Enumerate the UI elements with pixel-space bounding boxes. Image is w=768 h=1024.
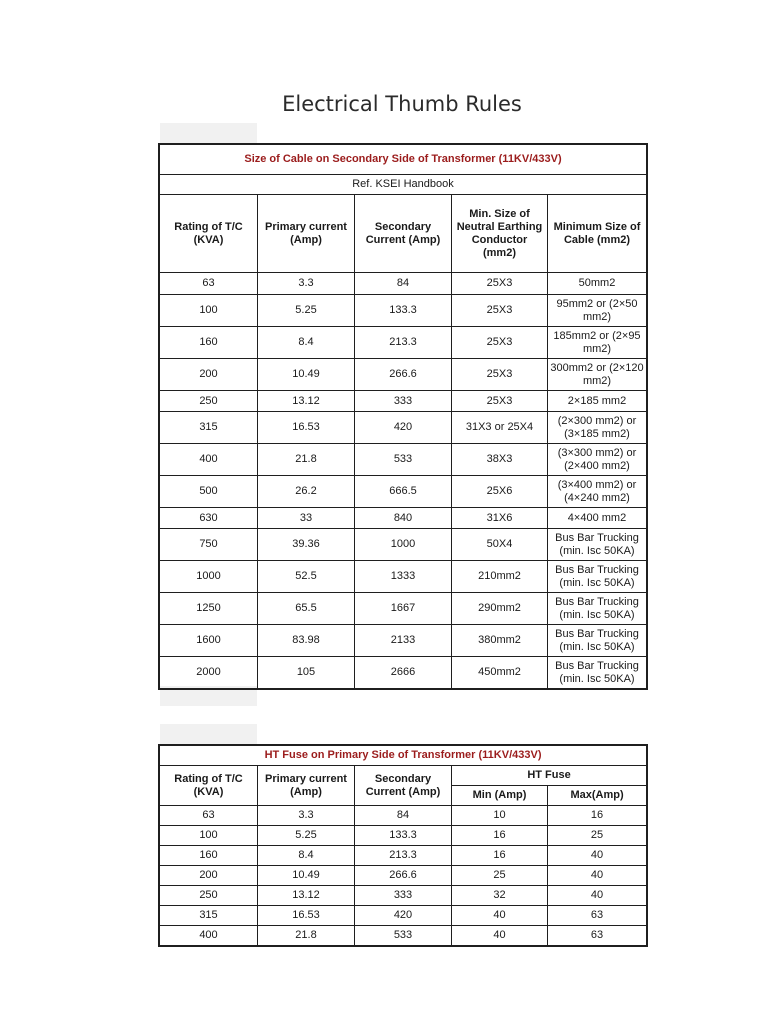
table-cell: 13.12 xyxy=(258,391,355,412)
table-cell: 40 xyxy=(452,906,548,926)
table-cell: 84 xyxy=(355,806,452,826)
table-cell: 40 xyxy=(548,886,647,906)
table-cell: 52.5 xyxy=(258,561,355,593)
table-cell: 420 xyxy=(355,906,452,926)
cable-size-table xyxy=(159,144,647,689)
table-caption: HT Fuse on Primary Side of Transformer (11KV/433V) xyxy=(160,746,647,766)
column-header: Secondary Current (Amp) xyxy=(355,766,452,806)
table-cell: 630 xyxy=(160,508,258,529)
header-tab xyxy=(160,123,257,144)
table-cell: 26.2 xyxy=(258,476,355,508)
table-cell: 3.3 xyxy=(258,806,355,826)
table-cell: (3×300 mm2) or (2×400 mm2) xyxy=(548,444,647,476)
table-row xyxy=(160,273,647,295)
column-subheader: Max(Amp) xyxy=(548,786,647,806)
table-cell: 380mm2 xyxy=(452,625,548,657)
table-row xyxy=(160,806,647,826)
ht-fuse-table xyxy=(159,745,647,946)
table-row xyxy=(160,476,647,508)
table-cell: 95mm2 or (2×50 mm2) xyxy=(548,295,647,327)
table-cell: 315 xyxy=(160,906,258,926)
column-header: Primary current (Amp) xyxy=(258,195,355,273)
column-header: Minimum Size of Cable (mm2) xyxy=(548,195,647,273)
table-cell: 666.5 xyxy=(355,476,452,508)
table-cell: 200 xyxy=(160,359,258,391)
table-cell: 333 xyxy=(355,391,452,412)
table-cell: 40 xyxy=(548,866,647,886)
table-cell: 420 xyxy=(355,412,452,444)
table-cell: 21.8 xyxy=(258,444,355,476)
table-row xyxy=(160,866,647,886)
table-cell: 8.4 xyxy=(258,846,355,866)
table-row xyxy=(160,926,647,946)
table-cell: 2666 xyxy=(355,657,452,689)
table-cell: 1000 xyxy=(160,561,258,593)
table-cell: Bus Bar Trucking (min. Isc 50KA) xyxy=(548,625,647,657)
table-cell: 16 xyxy=(548,806,647,826)
table-cell: 31X6 xyxy=(452,508,548,529)
table-cell: 3.3 xyxy=(258,273,355,295)
table-cell: 10.49 xyxy=(258,359,355,391)
table-cell: (3×400 mm2) or (4×240 mm2) xyxy=(548,476,647,508)
table-cell: 65.5 xyxy=(258,593,355,625)
table-cell: 21.8 xyxy=(258,926,355,946)
table-cell: 1333 xyxy=(355,561,452,593)
header-tab xyxy=(160,724,257,745)
page-title: Electrical Thumb Rules xyxy=(282,92,522,116)
table-cell: 105 xyxy=(258,657,355,689)
table-cell: 83.98 xyxy=(258,625,355,657)
table-cell: 200 xyxy=(160,866,258,886)
table-row xyxy=(160,906,647,926)
table-cell: 333 xyxy=(355,886,452,906)
table-row xyxy=(160,625,647,657)
table-cell: 213.3 xyxy=(355,846,452,866)
table-cell: 40 xyxy=(548,846,647,866)
table-cell: 25 xyxy=(548,826,647,846)
table-row xyxy=(160,826,647,846)
table-cell: 750 xyxy=(160,529,258,561)
table-cell: 25X3 xyxy=(452,359,548,391)
table-cell: 10 xyxy=(452,806,548,826)
table-cell: 450mm2 xyxy=(452,657,548,689)
table-row xyxy=(160,561,647,593)
table-row xyxy=(160,593,647,625)
table-cell: 315 xyxy=(160,412,258,444)
table-cell: 160 xyxy=(160,327,258,359)
table-row xyxy=(160,529,647,561)
table-row xyxy=(160,391,647,412)
table-cell: 840 xyxy=(355,508,452,529)
column-header: Primary current (Amp) xyxy=(258,766,355,806)
table-cell: 500 xyxy=(160,476,258,508)
group-header: HT Fuse xyxy=(452,766,647,786)
table-cell: 213.3 xyxy=(355,327,452,359)
table-cell: 63 xyxy=(548,926,647,946)
table-cell: 100 xyxy=(160,826,258,846)
table-cell: 63 xyxy=(160,273,258,295)
table-cell: 160 xyxy=(160,846,258,866)
table-cell: 266.6 xyxy=(355,359,452,391)
table-cell: 16.53 xyxy=(258,412,355,444)
footer-tab xyxy=(160,686,257,706)
table-cell: 133.3 xyxy=(355,295,452,327)
table-cell: 16 xyxy=(452,826,548,846)
table-row xyxy=(160,295,647,327)
column-header: Secondary Current (Amp) xyxy=(355,195,452,273)
table-cell: Bus Bar Trucking (min. Isc 50KA) xyxy=(548,657,647,689)
table-row xyxy=(160,412,647,444)
table-cell: 63 xyxy=(160,806,258,826)
table-cell: 13.12 xyxy=(258,886,355,906)
table-cell: 84 xyxy=(355,273,452,295)
table-cell: 250 xyxy=(160,391,258,412)
table-cell: 290mm2 xyxy=(452,593,548,625)
table-cell: 50X4 xyxy=(452,529,548,561)
table-cell: 25X3 xyxy=(452,327,548,359)
table-cell: 185mm2 or (2×95 mm2) xyxy=(548,327,647,359)
table-cell: 16.53 xyxy=(258,906,355,926)
table-reference: Ref. KSEI Handbook xyxy=(160,175,647,195)
table-cell: 40 xyxy=(452,926,548,946)
table-cell: 400 xyxy=(160,444,258,476)
column-header: Rating of T/C (KVA) xyxy=(160,195,258,273)
table-row xyxy=(160,508,647,529)
table-cell: 2133 xyxy=(355,625,452,657)
table-row xyxy=(160,359,647,391)
table-caption: Size of Cable on Secondary Side of Transformer (11KV/433V) xyxy=(160,145,647,175)
table-cell: Bus Bar Trucking (min. Isc 50KA) xyxy=(548,529,647,561)
table-cell: 210mm2 xyxy=(452,561,548,593)
table-cell: 1250 xyxy=(160,593,258,625)
table-cell: 63 xyxy=(548,906,647,926)
table-cell: 25 xyxy=(452,866,548,886)
table-cell: 5.25 xyxy=(258,295,355,327)
table-cell: 39.36 xyxy=(258,529,355,561)
table-cell: 10.49 xyxy=(258,866,355,886)
column-header: Min. Size of Neutral Earthing Conductor (mm2) xyxy=(452,195,548,273)
table-cell: 25X3 xyxy=(452,295,548,327)
table-cell: 31X3 or 25X4 xyxy=(452,412,548,444)
table-cell: 38X3 xyxy=(452,444,548,476)
table-cell: 25X3 xyxy=(452,273,548,295)
column-subheader: Min (Amp) xyxy=(452,786,548,806)
table-cell: 50mm2 xyxy=(548,273,647,295)
table-cell: 5.25 xyxy=(258,826,355,846)
table-cell: 4×400 mm2 xyxy=(548,508,647,529)
table-cell: 2000 xyxy=(160,657,258,689)
table-cell: 400 xyxy=(160,926,258,946)
table-cell: 250 xyxy=(160,886,258,906)
table-cell: 16 xyxy=(452,846,548,866)
table-cell: 32 xyxy=(452,886,548,906)
table-row xyxy=(160,327,647,359)
table-cell: 2×185 mm2 xyxy=(548,391,647,412)
table-cell: (2×300 mm2) or (3×185 mm2) xyxy=(548,412,647,444)
table-cell: 25X6 xyxy=(452,476,548,508)
table-cell: 8.4 xyxy=(258,327,355,359)
table-cell: 133.3 xyxy=(355,826,452,846)
table-cell: 266.6 xyxy=(355,866,452,886)
table-cell: 533 xyxy=(355,926,452,946)
table-cell: 100 xyxy=(160,295,258,327)
table-row xyxy=(160,444,647,476)
table-row xyxy=(160,846,647,866)
table-cell: Bus Bar Trucking (min. Isc 50KA) xyxy=(548,561,647,593)
table-row xyxy=(160,886,647,906)
table-cell: 300mm2 or (2×120 mm2) xyxy=(548,359,647,391)
column-header: Rating of T/C (KVA) xyxy=(160,766,258,806)
table-row xyxy=(160,657,647,689)
table-cell: Bus Bar Trucking (min. Isc 50KA) xyxy=(548,593,647,625)
table-cell: 25X3 xyxy=(452,391,548,412)
table-cell: 1000 xyxy=(355,529,452,561)
table-cell: 1600 xyxy=(160,625,258,657)
table-cell: 533 xyxy=(355,444,452,476)
table-cell: 1667 xyxy=(355,593,452,625)
table-cell: 33 xyxy=(258,508,355,529)
